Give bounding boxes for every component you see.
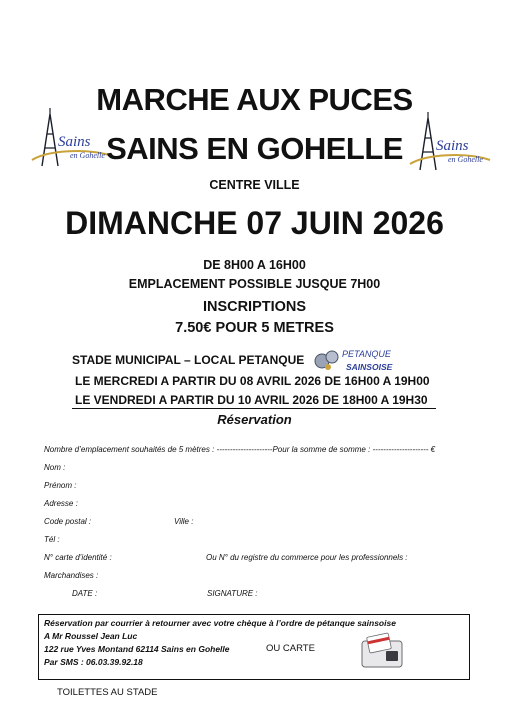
placement-info: EMPLACEMENT POSSIBLE JUSQUE 7H00 [128,277,381,291]
card-terminal-icon [360,631,404,671]
town-logo-text: Sains [58,134,91,150]
title-line-2: SAINS EN GOHELLE [106,131,403,166]
contact-line-2: A Mr Roussel Jean Luc [44,631,138,641]
petanque-logo-line1: PETANQUE [342,349,391,359]
form-field-code-postal[interactable]: Code postal : [44,517,92,526]
divider-line [72,408,436,409]
petanque-logo [312,345,404,377]
form-field-tel[interactable]: Tél : [44,535,60,544]
title-line-1: MARCHE AUX PUCES [96,82,413,117]
form-field-ville[interactable]: Ville : [174,517,194,526]
form-field-adresse[interactable]: Adresse : [44,499,78,508]
contact-line-1: Réservation par courrier à retourner avec votre chèque à l’ordre de pétanque sainsoise [44,618,396,628]
form-places-row[interactable]: Nombre d’emplacement souhaités de 5 mètres : ---------------------Pour la somme de somme : --------------------- € [44,445,436,454]
petanque-logo-line2: SAINSOISE [346,362,393,372]
form-field-carte-identite[interactable]: N° carte d’identité : [44,553,112,562]
form-field-marchandises[interactable]: Marchandises : [44,571,99,580]
town-logo-text: Sains [436,138,469,154]
reservation-heading: Réservation [217,412,292,427]
price-info: 7.50€ POUR 5 METRES [175,320,334,336]
form-field-date[interactable]: DATE : [72,589,98,598]
location-label: CENTRE VILLE [209,178,300,192]
venue-label: STADE MUNICIPAL – LOCAL PETANQUE [72,353,305,367]
event-date: DIMANCHE 07 JUIN 2026 [65,205,444,241]
ou-carte-label: OU CARTE [266,643,315,654]
form-field-prenom[interactable]: Prénom : [44,481,77,490]
form-field-signature[interactable]: SIGNATURE : [207,589,258,598]
inscriptions-heading: INSCRIPTIONS [202,299,307,315]
town-logo-subtext: en Gohelle [448,155,483,164]
town-logo-subtext: en Gohelle [70,151,105,160]
contact-line-3: 122 rue Yves Montand 62114 Sains en Gohelle [44,644,230,654]
session-friday: LE VENDREDI A PARTIR DU 10 AVRIL 2026 DE 18H00 A 19H30 [75,393,428,407]
event-hours: DE 8H00 A 16H00 [203,258,306,272]
toilets-notice: TOILETTES AU STADE [57,687,158,698]
form-field-registre[interactable]: Ou N° du registre du commerce pour les professionnels : [206,553,408,562]
session-wednesday: LE MERCREDI A PARTIR DU 08 AVRIL 2026 DE 16H00 A 19H00 [75,374,430,388]
form-field-nom[interactable]: Nom : [44,463,66,472]
contact-line-4: Par SMS : 06.03.39.92.18 [44,657,143,667]
